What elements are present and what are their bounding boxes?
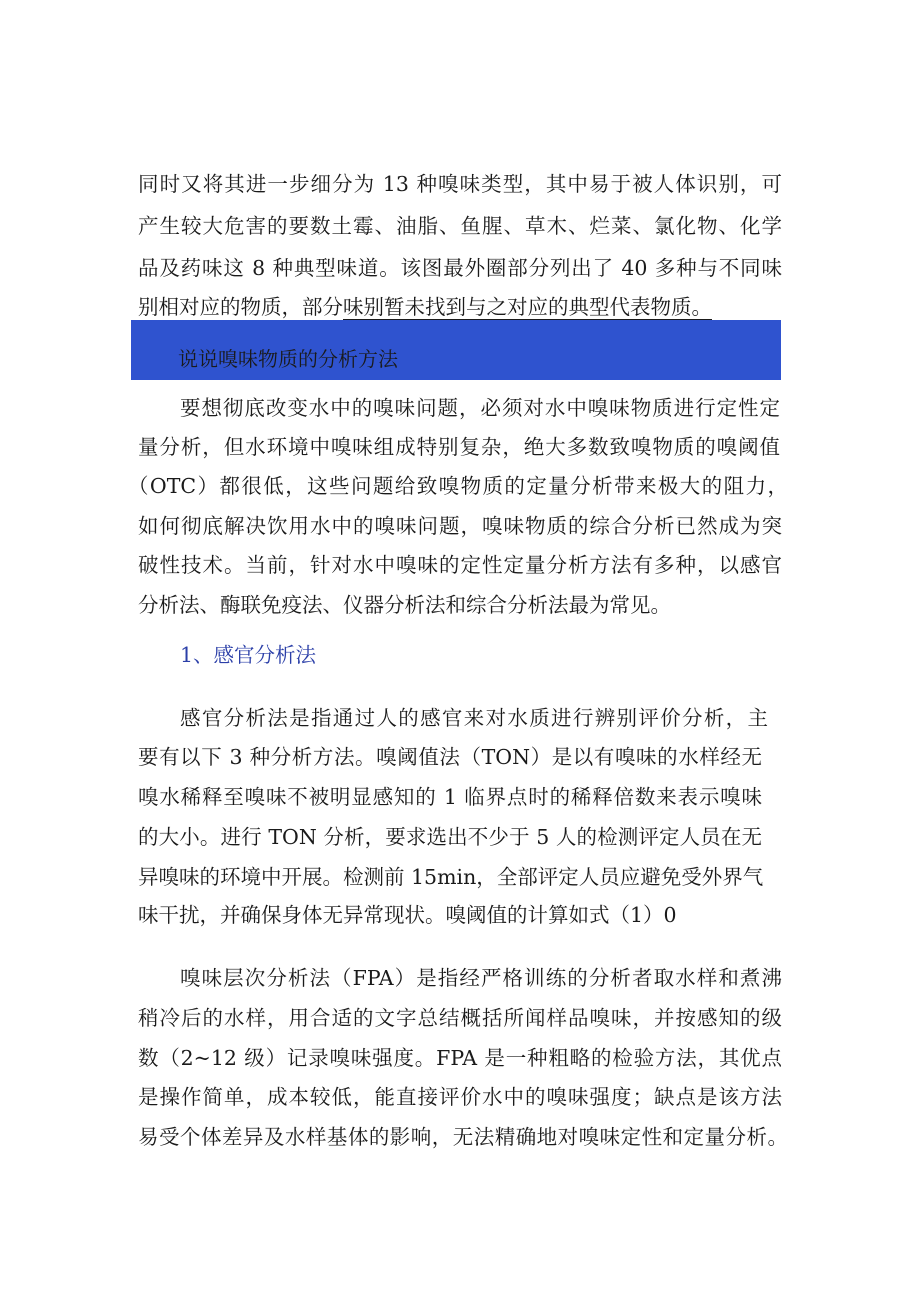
paragraph4-line4: 是操作简单，成本较低，能直接评价水中的嗅味强度；缺点是该方法 (138, 1085, 782, 1109)
paragraph4-line1: 嗅味层次分析法（FPA）是指经严格训练的分析者取水样和煮沸 (180, 966, 782, 990)
paragraph4-line3: 数（2~12 级）记录嗅味强度。FPA 是一种粗略的检验方法，其优点 (138, 1046, 782, 1070)
subsection-heading: 1、感官分析法 (180, 643, 317, 667)
paragraph3-line3: 嗅水稀释至嗅味不被明显感知的 1 临界点时的稀释倍数来表示嗅味 (138, 785, 762, 809)
paragraph2-line6: 分析法、酶联免疫法、仪器分析法和综合分析法最为常见。 (138, 593, 671, 617)
paragraph3-line1: 感官分析法是指通过人的感官来对水质进行辨别评价分析，主 (180, 706, 768, 730)
paragraph2-line4: 如何彻底解决饮用水中的嗅味问题，嗅味物质的综合分析已然成为突 (138, 514, 782, 538)
paragraph2-line3: （OTC）都很低，这些问题给致嗅物质的定量分析带来极大的阻力， (128, 474, 788, 498)
paragraph3-line4: 的大小。进行 TON 分析，要求选出不少于 5 人的检测评定人员在无 (138, 825, 762, 849)
paragraph4-line2: 稍冷后的水样，用合适的文字总结概括所闻样品嗅味，并按感知的级 (138, 1006, 782, 1030)
paragraph1-line4-underlined: 味别暂未找到与之对应的典型代表物质。 (343, 295, 712, 319)
paragraph3-line2: 要有以下 3 种分析方法。嗅阈值法（TON）是以有嗅味的水样经无 (138, 745, 762, 769)
paragraph2-line5: 破性技术。当前，针对水中嗅味的定性定量分析方法有多种，以感官 (138, 553, 782, 577)
paragraph2-line1: 要想彻底改变水中的嗅味问题，必须对水中嗅味物质进行定性定 (180, 396, 780, 420)
paragraph3-line5: 异嗅味的环境中开展。检测前 15min，全部评定人员应避免受外界气 (138, 865, 764, 889)
paragraph4-line5: 易受个体差异及水样基体的影响，无法精确地对嗅味定性和定量分析。 (138, 1125, 788, 1149)
paragraph1-line4-plain: 别相对应的物质，部分 (138, 295, 343, 319)
paragraph1-line3: 品及药味这 8 种典型味道。该图最外圈部分列出了 40 多种与不同味 (138, 256, 782, 280)
paragraph3-line6: 味干扰，并确保身体无异常现状。嗅阈值的计算如式（1）0 (138, 903, 677, 927)
section-heading: 说说嗅味物质的分析方法 (178, 347, 398, 371)
paragraph1-line2: 产生较大危害的要数土霉、油脂、鱼腥、草木、烂菜、氯化物、化学 (138, 214, 782, 238)
paragraph2-line2: 量分析，但水环境中嗅味组成特别复杂，绝大多数致嗅物质的嗅阈值 (138, 435, 780, 459)
paragraph1-line4 (138, 292, 712, 322)
paragraph1-line1: 同时又将其进一步细分为 13 种嗅味类型，其中易于被人体识别，可 (138, 172, 782, 196)
